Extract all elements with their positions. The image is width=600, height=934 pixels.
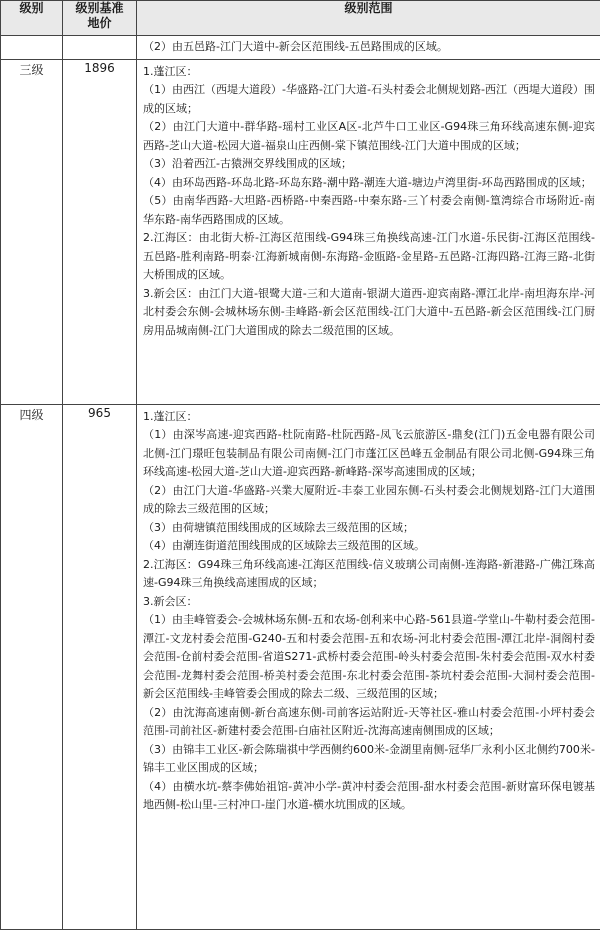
range-line: （4）由环岛西路-环岛北路-环岛东路-潮中路-潮连大道-塘边卢湾里街-环岛西路围成的区域；: [143, 175, 592, 189]
range-cell: [137, 59, 600, 404]
level-cell: 三级: [1, 59, 63, 404]
range-line: （1）由深岑高速-迎宾西路-杜阮南路-杜阮西路-凤飞云旅游区-鼎夋(江门)五金电器有限公司北侧-江门璟旺包装制品有限公司南侧-江门市蓬江区邑峰五金制品有限公司北侧-G94珠三角环线高速-松园大道-芝山大道-迎宾西路-新峰路-深岑高速围成的区域；: [143, 428, 595, 478]
header-range: 级别范围: [137, 1, 600, 36]
range-line: （2）由江门大道-华盛路-兴業大厦附近-丰泰工业园东侧-石头村委会北侧规划路-江门大道围成的除去三级范围的区域；: [143, 483, 595, 515]
range-line: （2）由五邑路-江门大道中-新会区范围线-五邑路围成的区域。: [143, 40, 448, 53]
range-line: 1.蓬江区：: [143, 64, 198, 78]
range-line: 3.新会区：由江门大道-银鹭大道-三和大道南-银湖大道西-迎宾南路-潭江北岸-南坦海东岸-河北村委会东侧-会城林场东侧-圭峰路-新会区范围线-江门大道中-五邑路-新会区范围线-江门厨房用品城南侧-江门大道围成的除去二级范围的区域。: [143, 286, 595, 337]
range-cell: [137, 36, 600, 60]
range-line: （3）沿着西江-古猿洲交界线围成的区域；: [143, 157, 352, 170]
table-row: [1, 404, 600, 929]
range-line: （2）由江门大道中-群华路-瑶村工业区A区-北芦牛口工业区-G94珠三角环线高速东侧-迎宾西路-芝山大道-松园大道-福泉山庄西侧-棠下镇范围线-江门大道中围成的区域；: [143, 120, 595, 152]
price-cell: 965: [63, 404, 137, 929]
price-cell: 1896: [63, 59, 137, 404]
level-cell: 四级: [1, 404, 63, 929]
range-line: （2）由沈海高速南侧-新台高速东侧-司前客运站附近-天等社区-雅山村委会范围-小坪村委会范围-司前社区-新建村委会范围-白庙社区附近-沈海高速南侧围成的区域；: [143, 705, 595, 737]
range-line: （3）由锦丰工业区-新会陈瑞祺中学西侧约600米-金湖里南侧-冠华厂永利小区北侧约700米-锦丰工业区围成的区域；: [143, 742, 595, 774]
range-line: （3）由荷塘镇范围线围成的区域除去三级范围的区域；: [143, 520, 414, 534]
header-level: 级别: [1, 1, 63, 36]
range-cell: [137, 404, 600, 929]
range-line: （5）由南华西路-大坦路-西桥路-中秦西路-中秦东路-三丫村委会南侧-篁湾综合市场附近-南华东路-南华西路围成的区域。: [143, 194, 595, 226]
range-line: （1）由西江（西堤大道段）-华盛路-江门大道-石头村委会北侧规划路-西江（西堤大道段）围成的区域；: [143, 83, 595, 115]
range-line: （1）由圭峰管委会-会城林场东侧-五和农场-创利来中心路-561县道-学堂山-牛勒村委会范围-潭江-文龙村委会范围-G240-五和村委会范围-五和农场-河北村委会范围-潭江北岸-洞阁村委会范围-仓前村委会范围-省道S271-武桥村委会范围-岭头村委会范围-朱村委会范围-双水村委会范围-龙舞村委会范围-桥美村委会范围-东北村委会范围-茶坑村委会范围-大洞村委会范围-新会区范围线-圭峰管委会围成的除去二级、三级范围的区域；: [143, 613, 596, 700]
range-line: （4）由横水坑-蔡李佛始祖馆-黄冲小学-黄冲村委会范围-甜水村委会范围-新财富环保电镀基地西侧-松山里-三村冲口-崖门水道-横水坑围成的区域。: [143, 779, 595, 811]
header-row: [1, 1, 600, 36]
header-price: 级别基准地价: [63, 1, 137, 36]
table-row: [1, 59, 600, 404]
range-line: 2.江海区：G94珠三角环线高速-江海区范围线-信义玻璃公司南侧-连海路-新港路-广佛江珠高速-G94珠三角换线高速围成的区域；: [143, 557, 595, 589]
range-line: （4）由潮连街道范围线围成的区域除去三级范围的区域。: [143, 539, 425, 552]
range-line: 3.新会区：: [143, 594, 198, 608]
range-line: 1.蓬江区：: [143, 409, 198, 423]
range-line: 2.江海区：由北街大桥-江海区范围线-G94珠三角换线高速-江门水道-乐民街-江海区范围线-五邑路-胜利南路-明泰·江海新城南侧-东海路-金瓯路-金星路-五邑路-江海四路-江海三路-北街大桥围成的区域。: [143, 231, 595, 281]
table-row: [1, 36, 600, 60]
price-cell: [63, 36, 137, 60]
level-cell: [1, 36, 63, 60]
